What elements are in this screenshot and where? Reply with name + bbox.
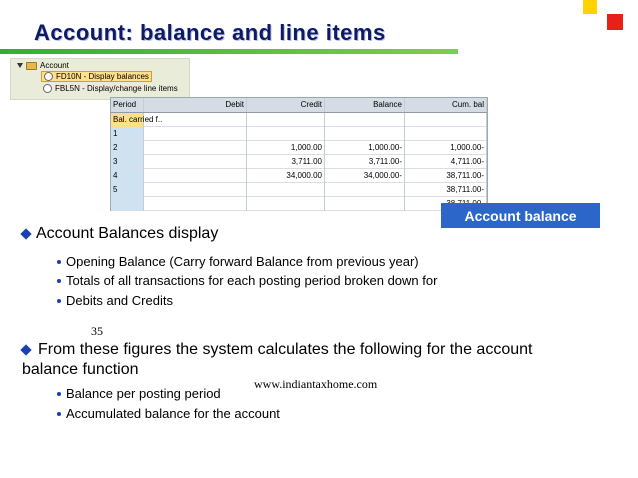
sub-bullet <box>57 293 173 308</box>
tree-root-label: Account <box>40 61 69 70</box>
grid-value-cell[interactable] <box>325 183 405 197</box>
account-balance-callout: Account balance <box>441 203 600 228</box>
grid-period-cell[interactable]: 4 <box>111 169 144 183</box>
sap-tree <box>10 58 190 100</box>
sub-bullet <box>57 386 221 401</box>
dot-bullet-icon <box>57 392 61 396</box>
grid-value-cell[interactable]: 34,000.00 <box>247 169 325 183</box>
slide-title: Account: balance and line items <box>34 20 386 45</box>
grid-header-cell[interactable]: Balance <box>325 98 405 112</box>
decor-square-red <box>607 14 623 30</box>
grid-period-cell[interactable]: 1 <box>111 127 144 141</box>
transaction-icon <box>43 84 52 93</box>
grid-period-cell[interactable] <box>111 197 144 211</box>
sub-bullet-text: Opening Balance (Carry forward Balance from previous year) <box>66 254 419 269</box>
tree-item-fbl5n[interactable] <box>43 84 178 93</box>
bullet-text: Account Balances display <box>36 225 219 242</box>
grid-value-cell[interactable] <box>247 113 325 127</box>
page-number: 35 <box>91 324 103 338</box>
diamond-bullet-icon <box>20 228 31 239</box>
transaction-icon <box>44 72 53 81</box>
dot-bullet-icon <box>57 299 61 303</box>
sub-bullet-text: Accumulated balance for the account <box>66 406 280 421</box>
expand-arrow-icon[interactable] <box>17 63 23 68</box>
grid-value-cell[interactable]: 34,000.00- <box>325 169 405 183</box>
grid-header-cell[interactable]: Debit <box>144 98 247 112</box>
grid-value-cell[interactable]: 4,711.00- <box>405 155 487 169</box>
sub-bullet <box>57 273 437 288</box>
folder-icon <box>26 62 37 70</box>
grid-value-cell[interactable] <box>325 197 405 211</box>
sub-bullet-text: Debits and Credits <box>66 293 173 308</box>
grid-value-cell[interactable] <box>144 183 247 197</box>
grid-value-cell[interactable] <box>144 155 247 169</box>
grid-value-cell[interactable]: 1,000.00- <box>325 141 405 155</box>
tree-root[interactable] <box>17 61 69 70</box>
sub-bullet <box>57 254 419 269</box>
grid-header-cell[interactable]: Credit <box>247 98 325 112</box>
grid-value-cell[interactable] <box>144 197 247 211</box>
grid-value-cell[interactable]: 1,000.00- <box>405 141 487 155</box>
grid-value-cell[interactable] <box>247 127 325 141</box>
grid-header-cell[interactable]: Cum. bal <box>405 98 487 112</box>
tree-item-fd10n[interactable] <box>41 71 152 82</box>
grid-value-cell[interactable] <box>325 113 405 127</box>
balances-grid <box>110 97 488 211</box>
title-underline <box>0 49 458 54</box>
grid-value-cell[interactable]: 38,711.00- <box>405 183 487 197</box>
sub-bullet <box>57 406 280 421</box>
grid-period-cell[interactable]: 5 <box>111 183 144 197</box>
tree-item-label: FBL5N - Display/change line items <box>55 84 178 93</box>
dot-bullet-icon <box>57 279 61 283</box>
grid-value-cell[interactable] <box>405 113 487 127</box>
grid-header-cell[interactable]: Period <box>111 98 144 112</box>
grid-value-cell[interactable]: 3,711.00- <box>325 155 405 169</box>
diamond-bullet-icon <box>20 344 31 355</box>
grid-period-cell[interactable]: 2 <box>111 141 144 155</box>
sub-bullet-text: Totals of all transactions for each posting period broken down for <box>66 273 438 288</box>
grid-value-cell[interactable] <box>144 127 247 141</box>
grid-value-cell[interactable] <box>247 197 325 211</box>
dot-bullet-icon <box>57 412 61 416</box>
website-url: www.indiantaxhome.com <box>254 377 378 391</box>
grid-value-cell[interactable]: 3,711.00 <box>247 155 325 169</box>
sub-bullet-text: Balance per posting period <box>66 386 221 401</box>
grid-period-cell[interactable]: Bal. carried f.. <box>111 113 144 127</box>
grid-value-cell[interactable]: 1,000.00 <box>247 141 325 155</box>
grid-value-cell[interactable] <box>247 183 325 197</box>
grid-value-cell[interactable]: 38,711.00- <box>405 169 487 183</box>
bullet-text: From these figures the system calculates the following for the account balance function <box>22 341 533 378</box>
dot-bullet-icon <box>57 260 61 264</box>
bullet-account-balances <box>22 225 218 243</box>
grid-period-cell[interactable]: 3 <box>111 155 144 169</box>
decor-square-yellow <box>583 0 597 14</box>
grid-value-cell[interactable] <box>144 169 247 183</box>
grid-value-cell[interactable] <box>405 127 487 141</box>
grid-value-cell[interactable] <box>144 113 247 127</box>
grid-value-cell[interactable] <box>144 141 247 155</box>
bullet-calculation <box>22 340 562 380</box>
grid-value-cell[interactable] <box>325 127 405 141</box>
tree-item-label: FD10N - Display balances <box>56 72 149 81</box>
